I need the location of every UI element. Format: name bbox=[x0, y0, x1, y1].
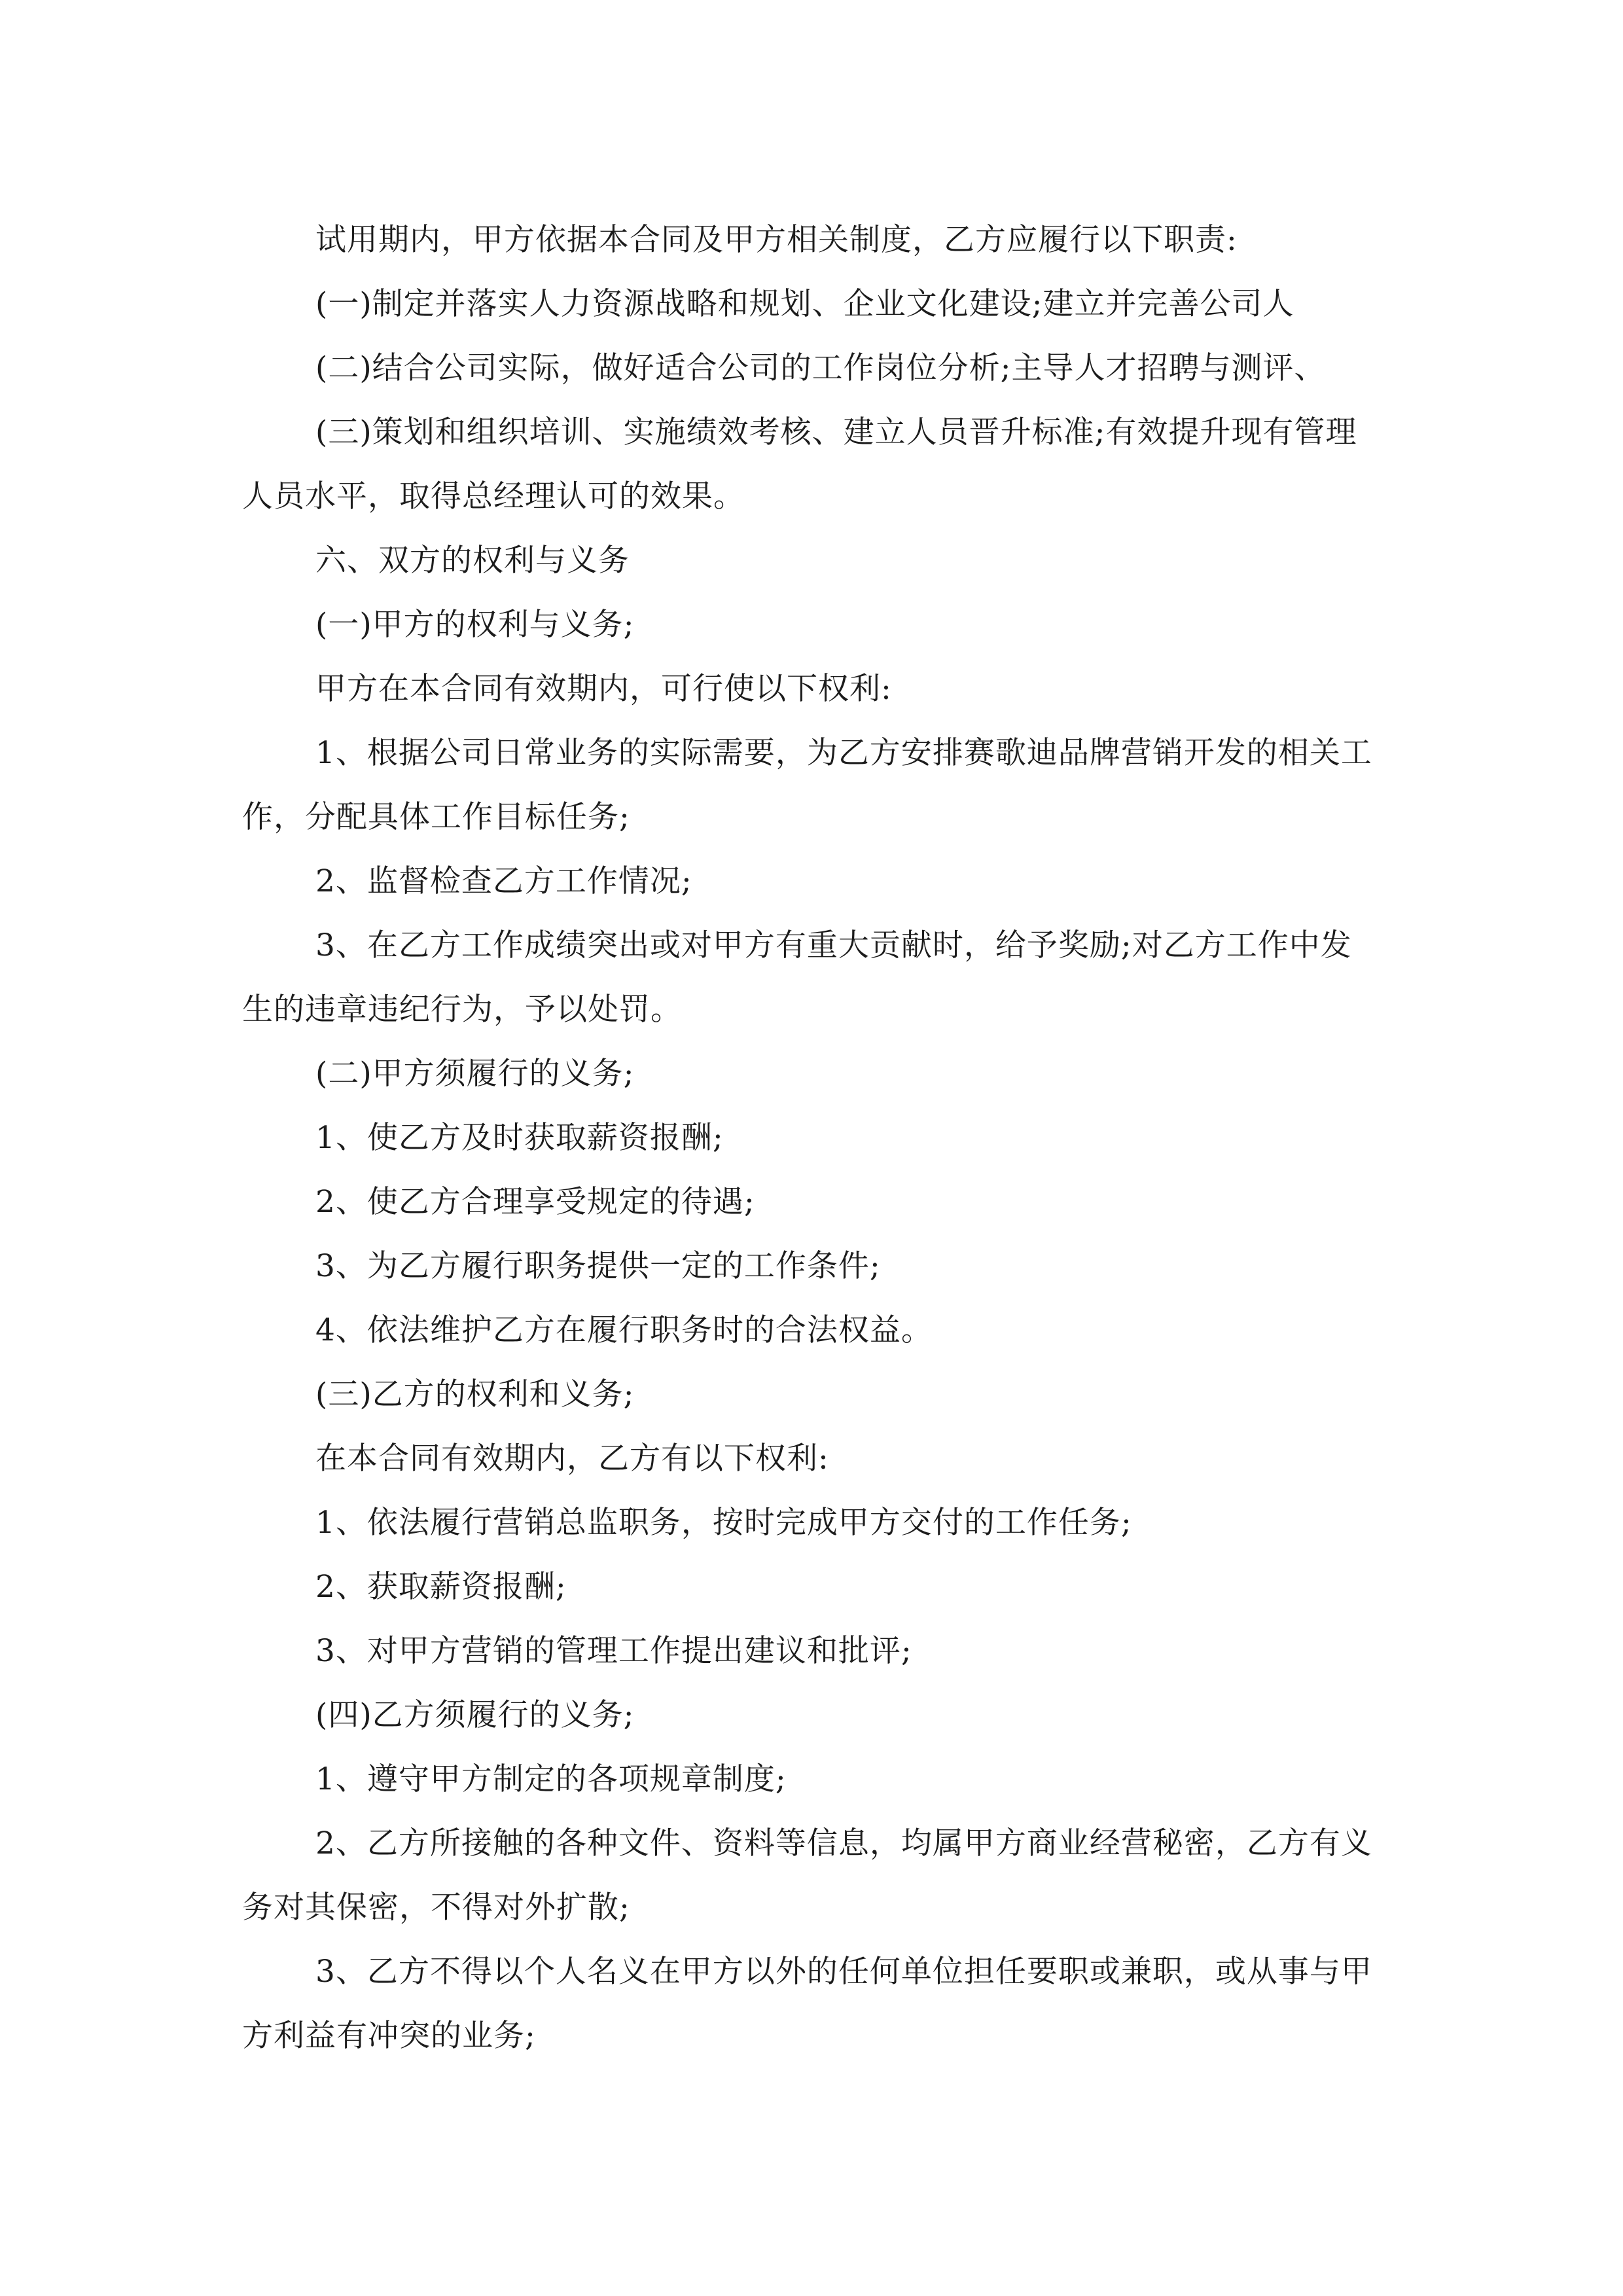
paragraph-duty-1: (一)制定并落实人力资源战略和规划、企业文化建设;建立并完善公司人 bbox=[315, 286, 1294, 322]
paragraph-party-a-rights-intro: 甲方在本合同有效期内，可行使以下权利: bbox=[315, 671, 892, 707]
list-item-party-a-obligation-3: 3、为乙方履行职务提供一定的工作条件; bbox=[315, 1248, 881, 1284]
list-item-party-a-right-1: 1、根据公司日常业务的实际需要，为乙方安排赛歌迪品牌营销开发的相关工作，分配具体工作目标任务; bbox=[242, 735, 1372, 835]
list-item-party-a-right-3: 3、在乙方工作成绩突出或对甲方有重大贡献时，给予奖励;对乙方工作中发生的违章违纪行为，予以处罚。 bbox=[242, 927, 1352, 1028]
paragraph-duty-2: (二)结合公司实际，做好适合公司的工作岗位分析;主导人才招聘与测评、 bbox=[315, 350, 1326, 386]
list-item-party-b-right-2: 2、获取薪资报酬; bbox=[315, 1569, 567, 1605]
list-item-party-a-right-2: 2、监督检查乙方工作情况; bbox=[315, 863, 692, 899]
paragraph-party-b-rights-intro: 在本合同有效期内，乙方有以下权利: bbox=[315, 1441, 829, 1477]
list-item-party-b-obligation-3: 3、乙方不得以个人名义在甲方以外的任何单位担任要职或兼职，或从事与甲方利益有冲突的业务; bbox=[242, 1954, 1372, 2054]
subheading-party-a-rights: (一)甲方的权利与义务; bbox=[315, 607, 635, 643]
list-item-party-b-obligation-1: 1、遵守甲方制定的各项规章制度; bbox=[315, 1761, 787, 1797]
list-item-party-b-right-3: 3、对甲方营销的管理工作提出建议和批评; bbox=[315, 1633, 912, 1669]
subheading-party-b-obligations: (四)乙方须履行的义务; bbox=[315, 1697, 635, 1733]
document-body bbox=[242, 208, 1381, 2068]
paragraph-probation-duties: 试用期内，甲方依据本合同及甲方相关制度，乙方应履行以下职责: bbox=[315, 222, 1238, 258]
section-heading-rights-obligations: 六、双方的权利与义务 bbox=[315, 543, 630, 579]
paragraph-duty-3: (三)策划和组织培训、实施绩效考核、建立人员晋升标准;有效提升现有管理人员水平，取得总经理认可的效果。 bbox=[242, 414, 1357, 514]
list-item-party-a-obligation-4: 4、依法维护乙方在履行职务时的合法权益。 bbox=[315, 1312, 933, 1348]
list-item-party-a-obligation-1: 1、使乙方及时获取薪资报酬; bbox=[315, 1120, 724, 1156]
subheading-party-b-rights: (三)乙方的权利和义务; bbox=[315, 1376, 635, 1412]
list-item-party-a-obligation-2: 2、使乙方合理享受规定的待遇; bbox=[315, 1184, 755, 1220]
list-item-party-b-obligation-2: 2、乙方所接触的各种文件、资料等信息，均属甲方商业经营秘密，乙方有义务对其保密，不得对外扩散; bbox=[242, 1825, 1372, 1926]
subheading-party-a-obligations: (二)甲方须履行的义务; bbox=[315, 1056, 635, 1092]
list-item-party-b-right-1: 1、依法履行营销总监职务，按时完成甲方交付的工作任务; bbox=[315, 1505, 1132, 1541]
